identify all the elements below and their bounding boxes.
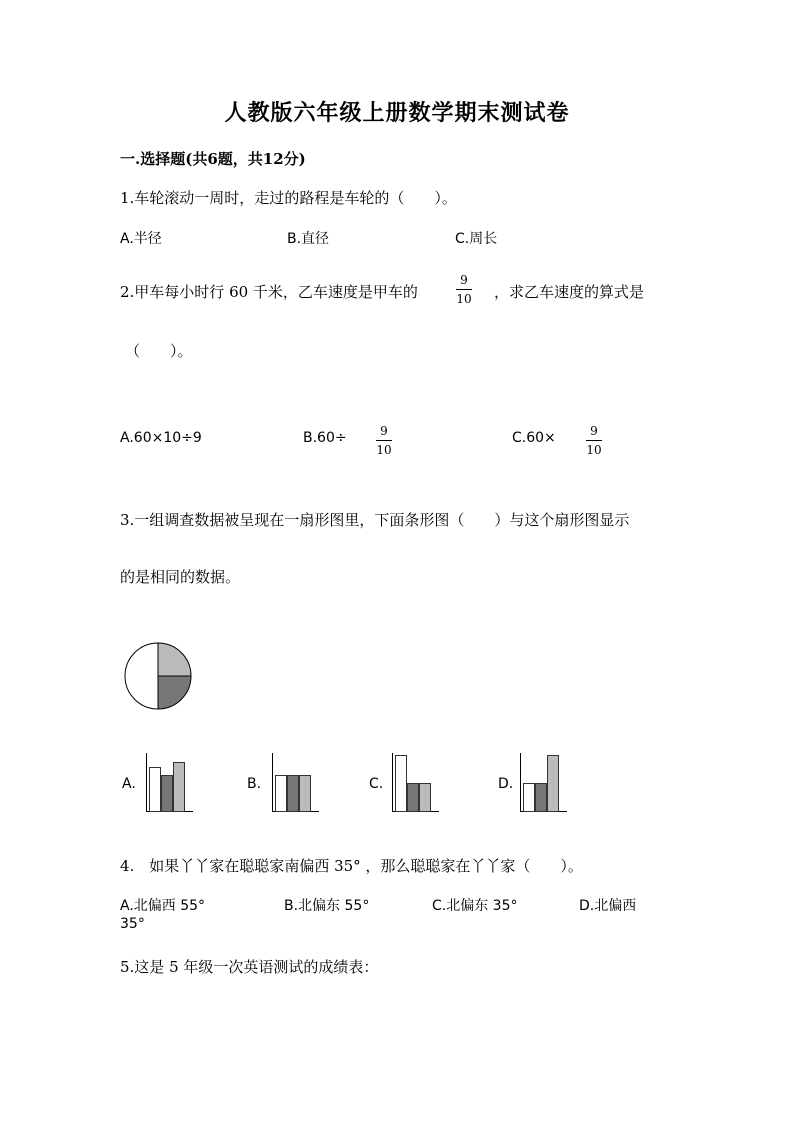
question-5: 5.这是 5 年级一次英语测试的成绩表： xyxy=(120,958,379,976)
pie-slice-white xyxy=(125,643,158,709)
q4-option-b[interactable]: B.北偏东 55° xyxy=(284,898,370,914)
bar-chart-b[interactable] xyxy=(272,752,320,812)
question-2-text: 2.甲车每小时行 60 千米，乙车速度是甲车的 xyxy=(120,283,418,301)
q3-option-a-label[interactable]: A. xyxy=(122,776,136,792)
q3-option-b-label[interactable]: B. xyxy=(247,776,262,792)
question-2-text-after: ，求乙车速度的算式是 xyxy=(494,283,645,301)
q2-option-b[interactable]: B.60÷ xyxy=(303,430,347,446)
q1-option-a[interactable]: A.半径 xyxy=(120,231,162,247)
q2-option-c[interactable]: C.60× xyxy=(512,430,556,446)
fraction-numerator: 9 xyxy=(460,273,468,287)
question-2-blank: （ ）。 xyxy=(125,342,193,360)
bar-light xyxy=(547,755,559,812)
q2-fraction xyxy=(456,274,472,305)
q4-option-c[interactable]: C.北偏东 35° xyxy=(432,898,518,914)
fraction-denominator: 10 xyxy=(376,443,392,457)
q3-option-c-label[interactable]: C. xyxy=(369,776,384,792)
bar-white xyxy=(523,783,535,812)
bar-light xyxy=(173,762,185,812)
fraction-bar xyxy=(456,289,472,290)
page-title: 人教版六年级上册数学期末测试卷 xyxy=(224,100,570,126)
q2-option-a[interactable]: A.60×10÷9 xyxy=(120,430,202,446)
bar-dark xyxy=(161,775,173,812)
bar-chart-a[interactable] xyxy=(146,752,194,812)
q3-option-d-label[interactable]: D. xyxy=(498,776,514,792)
fraction-denominator: 10 xyxy=(456,292,472,306)
bar-chart-c[interactable] xyxy=(392,752,440,812)
q1-option-b[interactable]: B.直径 xyxy=(287,231,330,247)
q4-option-d-cont[interactable]: 35° xyxy=(120,916,145,932)
question-1: 1.车轮滚动一周时，走过的路程是车轮的（ ）。 xyxy=(120,189,457,207)
q2-option-b-fraction xyxy=(376,425,392,456)
q1-option-c[interactable]: C.周长 xyxy=(455,231,498,247)
bar-light xyxy=(299,775,311,812)
pie-slice-dark xyxy=(158,676,191,709)
pie-slice-light xyxy=(158,643,191,676)
bar-dark xyxy=(407,783,419,812)
bar-white xyxy=(149,767,161,812)
bar-dark xyxy=(287,775,299,812)
fraction-bar xyxy=(586,440,602,441)
fraction-numerator: 9 xyxy=(380,424,388,438)
question-4: 4. 如果丫丫家在聪聪家南偏西 35° ，那么聪聪家在丫丫家（ ）。 xyxy=(120,857,583,875)
fraction-denominator: 10 xyxy=(586,443,602,457)
q4-option-d[interactable]: D.北偏西 xyxy=(579,898,637,914)
question-3-line2: 的是相同的数据。 xyxy=(120,568,241,586)
bar-dark xyxy=(535,783,547,812)
bar-white xyxy=(275,775,287,812)
pie-chart xyxy=(122,640,194,712)
q4-option-a[interactable]: A.北偏西 55° xyxy=(120,898,206,914)
fraction-bar xyxy=(376,440,392,441)
q2-option-c-fraction xyxy=(586,425,602,456)
section-heading: 一.选择题(共6题，共12分) xyxy=(120,150,306,168)
fraction-numerator: 9 xyxy=(590,424,598,438)
bar-white xyxy=(395,755,407,812)
bar-light xyxy=(419,783,431,812)
bar-chart-d[interactable] xyxy=(520,752,568,812)
question-3-line1: 3.一组调查数据被呈现在一扇形图里，下面条形图（ ）与这个扇形图显示 xyxy=(120,511,630,529)
